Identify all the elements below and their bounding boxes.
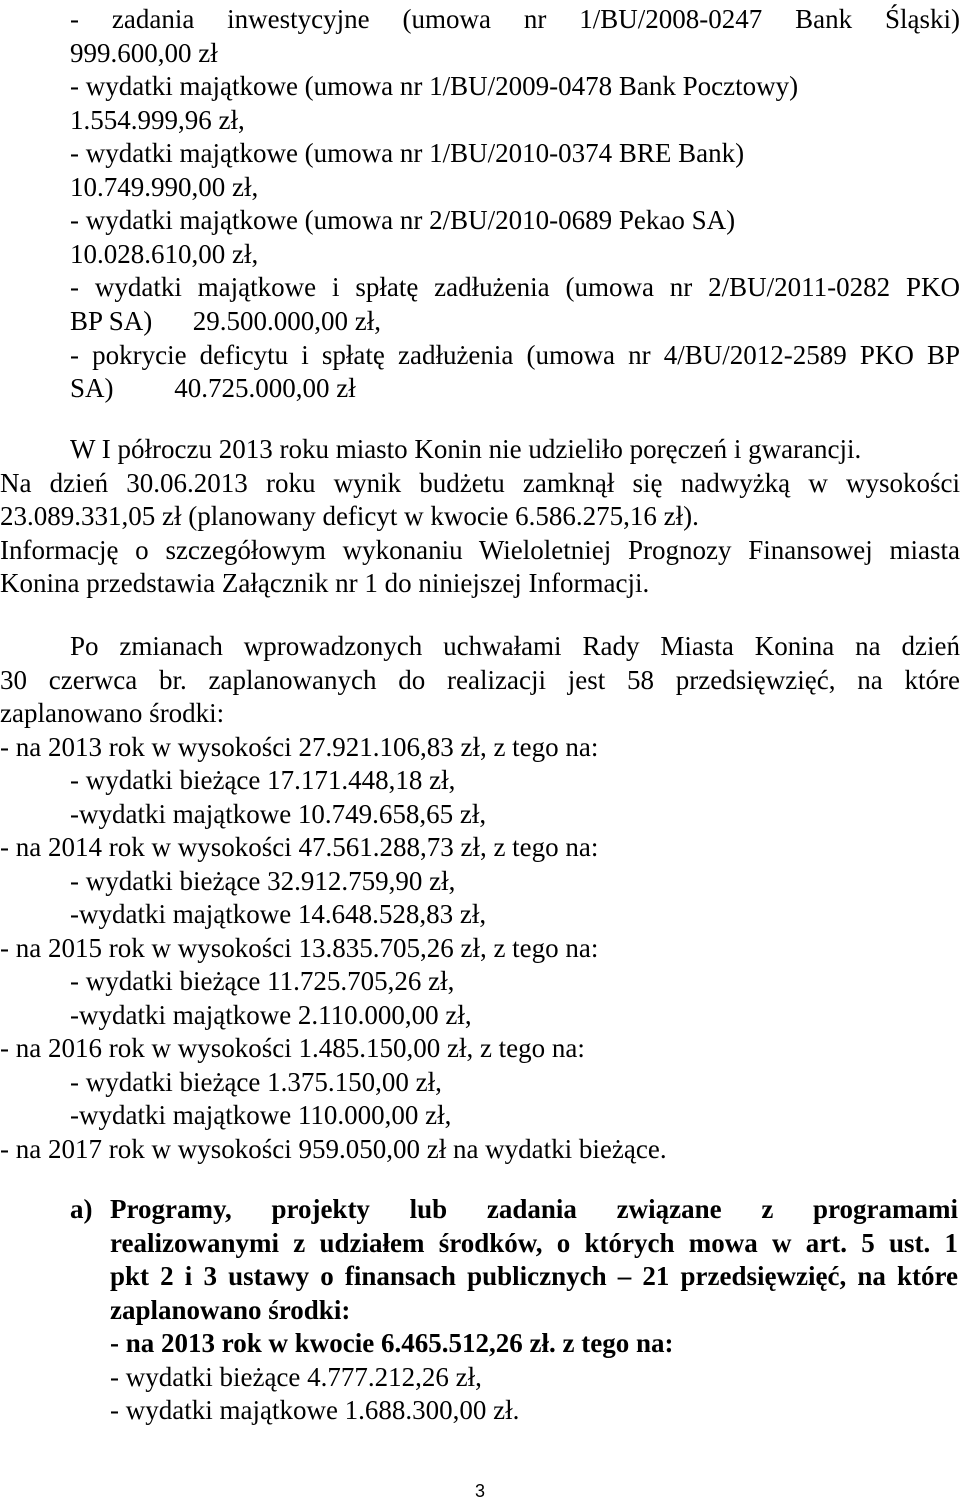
section-year-line: - na 2013 rok w kwocie 6.465.512,26 zł. z tego na: <box>110 1328 674 1358</box>
paragraph-line: zaplanowano środki: <box>0 698 225 728</box>
year-line: - na 2017 rok w wysokości 959.050,00 zł na wydatki bieżące. <box>0 1134 667 1164</box>
year-subline: -wydatki majątkowe 2.110.000,00 zł, <box>70 1000 472 1030</box>
section-heading-line: realizowanymi z udziałem środków, o których mowa w art. 5 ust. 1 <box>110 1228 958 1258</box>
section-heading-line: zaplanowano środki: <box>110 1295 351 1325</box>
list-item-amount: 999.600,00 zł <box>70 38 218 68</box>
section-subline: - wydatki bieżące 4.777.212,26 zł, <box>110 1362 482 1392</box>
section-heading-line: Programy, projekty lub zadania związane z programami <box>110 1194 958 1224</box>
list-item-amount: 1.554.999,96 zł, <box>70 105 245 135</box>
year-subline: -wydatki majątkowe 10.749.658,65 zł, <box>70 799 487 829</box>
list-item: - wydatki majątkowe i spłatę zadłużenia (umowa nr 2/BU/2011-0282 PKO <box>70 272 960 302</box>
section-subline: - wydatki majątkowe 1.688.300,00 zł. <box>110 1395 520 1425</box>
paragraph-line: Informację o szczegółowym wykonaniu Wieloletniej Prognozy Finansowej miasta <box>0 535 960 565</box>
year-line: - na 2016 rok w wysokości 1.485.150,00 zł, z tego na: <box>0 1033 585 1063</box>
paragraph-line: Na dzień 30.06.2013 roku wynik budżetu zamknął się nadwyżką w wysokości <box>0 468 960 498</box>
list-item: - wydatki majątkowe (umowa nr 2/BU/2010-0689 Pekao SA) <box>70 205 736 235</box>
section-marker: a) <box>70 1194 93 1224</box>
list-item-amount: SA) 40.725.000,00 zł <box>70 373 356 403</box>
year-subline: -wydatki majątkowe 110.000,00 zł, <box>70 1100 452 1130</box>
list-item-amount: BP SA) 29.500.000,00 zł, <box>70 306 382 336</box>
year-subline: -wydatki majątkowe 14.648.528,83 zł, <box>70 899 487 929</box>
year-subline: - wydatki bieżące 32.912.759,90 zł, <box>70 866 456 896</box>
list-item: - wydatki majątkowe (umowa nr 1/BU/2010-0374 BRE Bank) <box>70 138 745 168</box>
paragraph-line: 30 czerwca br. zaplanowanych do realizacji jest 58 przedsięwzięć, na które <box>0 665 960 695</box>
paragraph-line: W I półroczu 2013 roku miasto Konin nie udzieliło poręczeń i gwarancji. <box>70 434 862 464</box>
year-line: - na 2015 rok w wysokości 13.835.705,26 zł, z tego na: <box>0 933 599 963</box>
list-item: - wydatki majątkowe (umowa nr 1/BU/2009-0478 Bank Pocztowy) <box>70 71 799 101</box>
page-number: 3 <box>474 1481 485 1501</box>
year-subline: - wydatki bieżące 11.725.705,26 zł, <box>70 966 455 996</box>
list-item-amount: 10.028.610,00 zł, <box>70 239 259 269</box>
list-item: - pokrycie deficytu i spłatę zadłużenia (umowa nr 4/BU/2012-2589 PKO BP <box>70 340 960 370</box>
paragraph-line: Konina przedstawia Załącznik nr 1 do niniejszej Informacji. <box>0 568 650 598</box>
year-subline: - wydatki bieżące 17.171.448,18 zł, <box>70 765 456 795</box>
paragraph-line: Po zmianach wprowadzonych uchwałami Rady Miasta Konina na dzień <box>70 631 960 661</box>
list-item-amount: 10.749.990,00 zł, <box>70 172 259 202</box>
list-item: - zadania inwestycyjne (umowa nr 1/BU/2008-0247 Bank Śląski) <box>70 4 960 34</box>
paragraph-line: 23.089.331,05 zł (planowany deficyt w kwocie 6.586.275,16 zł). <box>0 501 699 531</box>
year-subline: - wydatki bieżące 1.375.150,00 zł, <box>70 1067 442 1097</box>
year-line: - na 2014 rok w wysokości 47.561.288,73 zł, z tego na: <box>0 832 599 862</box>
section-heading-line: pkt 2 i 3 ustawy o finansach publicznych – 21 przedsięwzięć, na które <box>110 1261 958 1291</box>
year-line: - na 2013 rok w wysokości 27.921.106,83 zł, z tego na: <box>0 732 599 762</box>
